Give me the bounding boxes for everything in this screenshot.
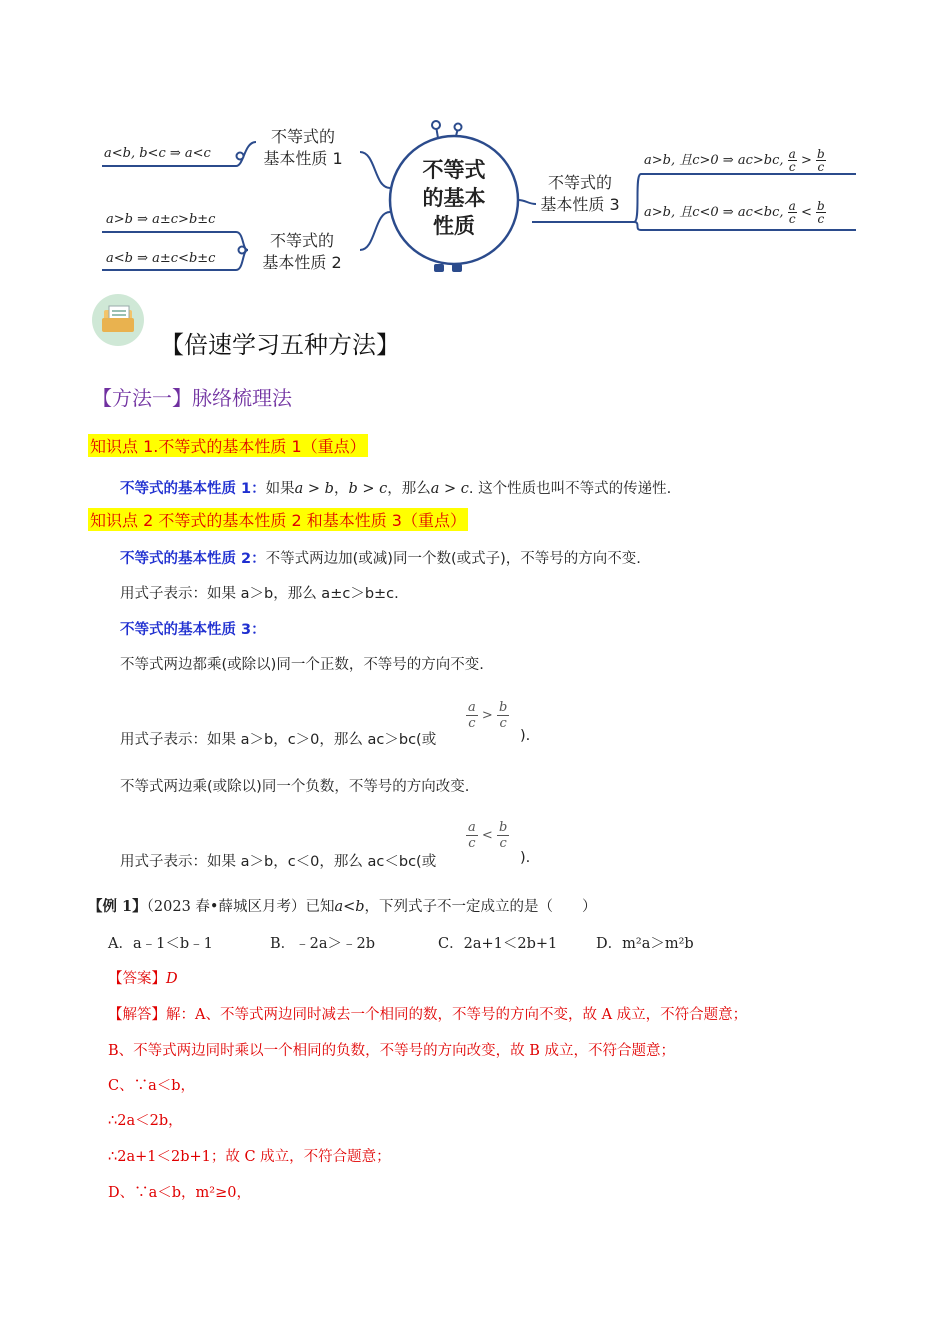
node-2-line-1: 不等式的 [269, 231, 334, 250]
frac-den: c [788, 160, 796, 174]
property-3-positive-formula [120, 728, 436, 749]
solution-line-4: ∴2a＜2b， [108, 1113, 183, 1129]
mind-map-node-1 [250, 126, 356, 170]
fraction-b-over-c [816, 148, 826, 173]
math: a > c [430, 481, 469, 497]
fraction-b-over-c [497, 820, 509, 851]
frac-den: c [468, 836, 476, 851]
example-tag: 【例 1】 [88, 898, 147, 915]
frac-den: c [788, 212, 796, 226]
frac-den: c [499, 716, 507, 731]
frac-num: a [468, 820, 476, 835]
node-3-line-2: 基本性质 3 [540, 195, 620, 214]
option-a: A．a﹣1＜b﹣1 [108, 936, 213, 952]
formula-3a-relation: > [800, 153, 812, 168]
text: 如果 [265, 481, 295, 497]
node-2-line-2: 基本性质 2 [262, 253, 342, 272]
solution-line-3: C、∵a＜b， [108, 1078, 196, 1094]
mind-map-center [412, 156, 496, 240]
text: ， [333, 481, 349, 497]
solution-line-2: B、不等式两边同时乘以一个相同的负数，不等号的方向改变，故 B 成立，不符合题意； [108, 1043, 676, 1059]
property-2-label: 不等式的基本性质 2： [120, 551, 266, 567]
fraction-a-over-c [788, 200, 797, 225]
answer-value: D [166, 971, 178, 987]
document-folder-icon [92, 294, 144, 346]
option-c: C．2a+1＜2b+1 [438, 936, 558, 952]
fraction-a-over-c [466, 820, 478, 851]
example-source: （2023 春•薛城区月考）已知 [146, 899, 335, 915]
frac-num: a [788, 199, 796, 213]
property-3-label: 不等式的基本性质 3： [120, 622, 266, 638]
solution-line-1 [108, 1003, 747, 1024]
node-3-line-1: 不等式的 [547, 173, 612, 192]
text: . 这个性质也叫不等式的传递性. [468, 481, 672, 497]
frac-num: b [498, 820, 508, 835]
property-3-negative-text: 不等式两边乘(或除以)同一个负数，不等号的方向改变. [120, 779, 470, 795]
formula-text: 用式子表示：如果 a＞b，c＜0，那么 ac＜bc(或 [120, 854, 437, 870]
property-1-label: 不等式的基本性质 1： [120, 481, 266, 497]
mind-map-formula-2a: a>b ⇒ a±c>b±c [106, 212, 216, 227]
mind-map-node-3 [524, 172, 636, 216]
mind-map-formula-1: a<b, b<c ⇒ a<c [104, 146, 211, 161]
solution-text: 解：A、不等式两边同时减去一个相同的数，不等号的方向不变，故 A 成立，不符合题意； [166, 1007, 748, 1023]
property-2-text: 不等式两边加(或减)同一个数(或式子)，不等号的方向不变. [265, 551, 641, 567]
frac-num: a [468, 700, 476, 715]
solution-label: 【解答】 [108, 1007, 166, 1023]
frac-den: c [499, 836, 507, 851]
center-line-1: 不等式 [422, 158, 486, 182]
mind-map [96, 118, 866, 288]
text: ，那么 [387, 481, 431, 497]
answer-label: 【答案】 [108, 971, 166, 987]
formula-3a-text: a>b, 且c>0 ⇒ ac>bc, [644, 153, 784, 168]
option-d: D．m²a＞m²b [596, 936, 694, 952]
property-2-formula: 用式子表示：如果 a＞b，那么 a±c＞b±c. [120, 586, 399, 602]
formula-3b-text: a>b, 且c<0 ⇒ ac<bc, [644, 205, 784, 220]
negative-fraction-expression [466, 820, 509, 851]
option-b: B．﹣2a＞﹣2b [270, 936, 376, 952]
property-3-negative-formula [120, 850, 436, 871]
center-line-2: 的基本 [422, 186, 486, 210]
main-heading: 【倍速学习五种方法】 [160, 331, 400, 359]
frac-num: b [498, 700, 508, 715]
property-3-label-line [120, 618, 266, 639]
node-1-line-2: 基本性质 1 [263, 149, 343, 168]
example-condition: a<b [334, 899, 365, 915]
frac-den: c [817, 160, 825, 174]
positive-fraction-expression [466, 700, 509, 731]
close-paren: ). [520, 850, 531, 866]
mind-map-formula-3a [644, 148, 826, 173]
frac-num: a [788, 147, 796, 161]
math: a > b [294, 481, 334, 497]
formula-text: 用式子表示：如果 a＞b，c＞0，那么 ac＞bc(或 [120, 732, 437, 748]
solution-line-6: D、∵a＜b，m²≥0， [108, 1185, 251, 1201]
frac-den: c [817, 212, 825, 226]
answer-line [108, 967, 178, 988]
math: b > c [348, 481, 388, 497]
mind-map-formula-3b [644, 200, 826, 225]
node-1-line-1: 不等式的 [270, 127, 335, 146]
fraction-a-over-c [466, 700, 478, 731]
knowledge-point-2: 知识点 2 不等式的基本性质 2 和基本性质 3（重点） [88, 508, 468, 531]
mind-map-node-2 [246, 230, 358, 274]
close-paren: ). [520, 728, 531, 744]
center-line-3: 性质 [433, 214, 475, 238]
property-2-paragraph [120, 547, 641, 568]
method-heading: 【方法一】脉络梳理法 [92, 386, 292, 410]
fraction-b-over-c [497, 700, 509, 731]
frac-den: c [468, 716, 476, 731]
frac-num: b [816, 199, 825, 213]
mind-map-formula-2b: a<b ⇒ a±c<b±c [106, 251, 216, 266]
fraction-b-over-c [816, 200, 826, 225]
solution-line-5: ∴2a+1＜2b+1；故 C 成立，不符合题意； [108, 1149, 391, 1165]
knowledge-point-1: 知识点 1.不等式的基本性质 1（重点） [88, 434, 368, 457]
fraction-a-over-c [788, 148, 797, 173]
property-3-positive-text: 不等式两边都乘(或除以)同一个正数，不等号的方向不变. [120, 657, 484, 673]
frac-num: b [816, 147, 825, 161]
relation: > [481, 708, 493, 723]
example-question-text: ，下列式子不一定成立的是（ ） [364, 899, 597, 915]
example-question [88, 895, 597, 916]
relation: < [481, 828, 493, 843]
property-1-paragraph [120, 477, 671, 498]
formula-3b-relation: < [800, 205, 812, 220]
